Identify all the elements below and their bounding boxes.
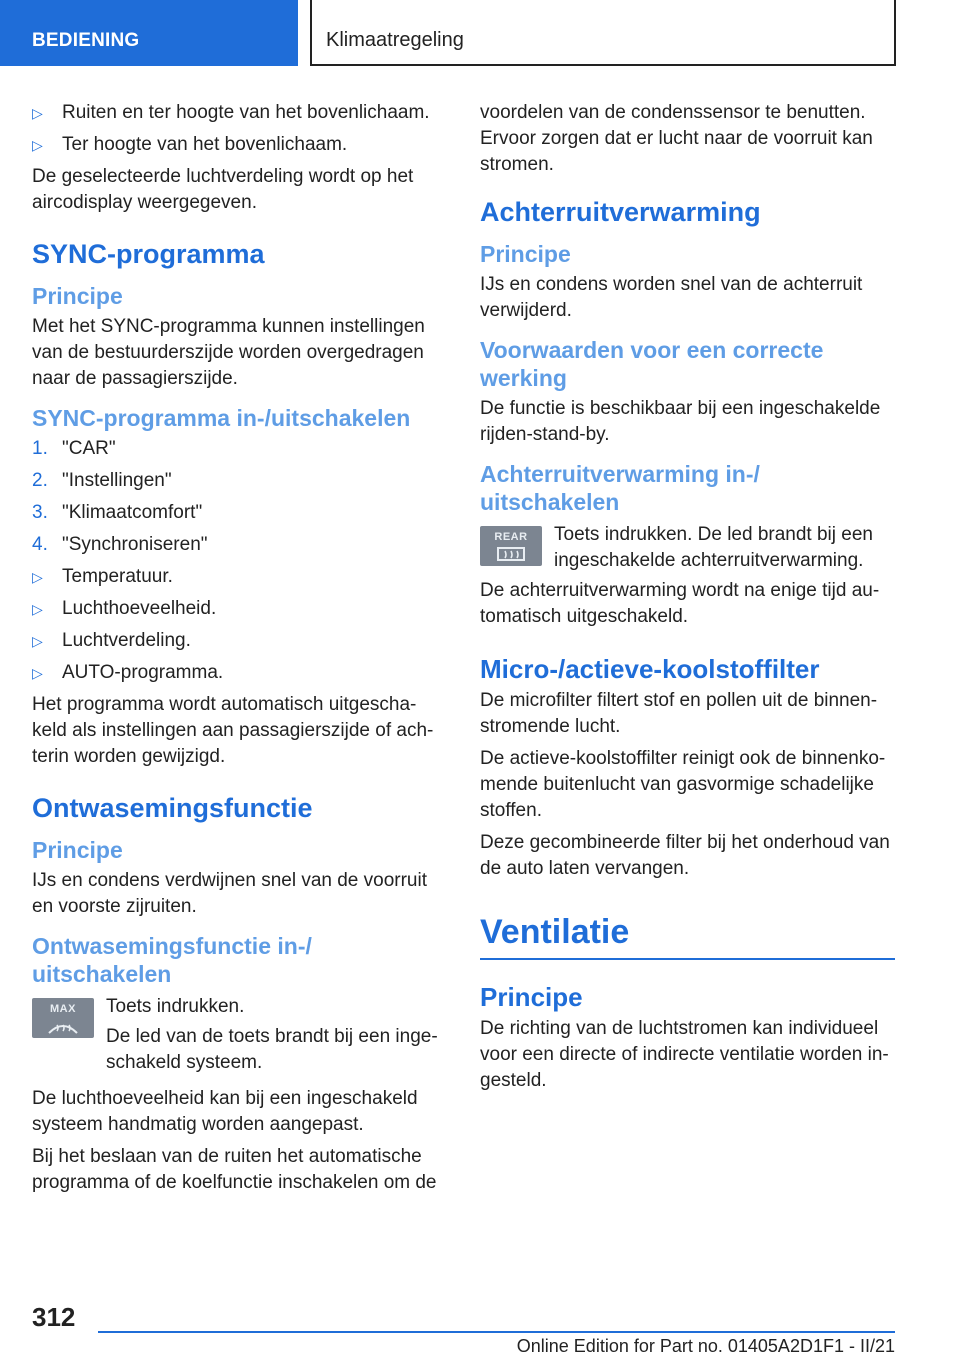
section-label: BEDIENING (0, 0, 298, 66)
list-item: ▷ Temperatuur. (32, 564, 447, 590)
list-item: ▷ Luchtverdeling. (32, 628, 447, 654)
step-item: 2. "Instellingen" (32, 470, 172, 491)
rear-defrost-icon: REAR (480, 526, 542, 566)
subheading-rear-cond: Voorwaarden voor een correcte werking (480, 337, 824, 391)
paragraph: De luchthoeveelheid kan bij een ingeschakeld systeem handmatig worden aangepast. (32, 1088, 418, 1135)
paragraph: De richting van de luchtstromen kan individueel voor een directe of indirecte ventilatie worden in-gesteld. (480, 1018, 889, 1091)
chapter-title: Klimaatregeling (310, 0, 896, 66)
subheading-sync-switch: SYNC-programma in-/uitschakelen (32, 405, 411, 431)
paragraph: Deze gecombineerde filter bij het onderhoud van de auto laten vervangen. (480, 832, 890, 879)
paragraph: Toets indrukken. De led brandt bij een ingeschakelde achterruitverwarming. (554, 524, 873, 571)
footer-divider (98, 1331, 895, 1333)
heading-rear: Achterruitverwarming (480, 197, 761, 227)
max-defrost-icon: MAX (32, 998, 94, 1038)
edition-text: Online Edition for Part no. 01405A2D1F1 - II/21 (516, 1336, 895, 1356)
paragraph: De actieve-koolstoffilter reinigt ook de binnenko-mende buitenlucht van gasvormige schadelijke stoffen. (480, 748, 886, 821)
step-item: 3. "Klimaatcomfort" (32, 502, 203, 523)
heading-sync: SYNC-programma (32, 239, 265, 269)
paragraph: De functie is beschikbaar bij een ingeschakelde rijden-stand-by. (480, 398, 881, 445)
subheading-defog-switch: Ontwasemingsfunctie in-/ uitschakelen (32, 933, 312, 987)
list-item: ▷ Ruiten en ter hoogte van het bovenlichaam. (32, 100, 447, 126)
paragraph: Het programma wordt automatisch uitgescha-keld als instellingen aan passagierszijde of ach-terin worden gewijzigd. (32, 694, 434, 767)
triangle-bullet-icon: ▷ (32, 601, 43, 617)
right-column (480, 100, 895, 1100)
triangle-bullet-icon: ▷ (32, 633, 43, 649)
page-header (0, 0, 960, 66)
subheading-principe: Principe (480, 982, 583, 1012)
paragraph: De led van de toets brandt bij een inge-schakeld systeem. (106, 1026, 438, 1073)
page-number: 312 (32, 1302, 76, 1332)
paragraph: De achterruitverwarming wordt na enige tijd au-tomatisch uitgeschakeld. (480, 580, 880, 627)
rear-defrost-button-row (480, 522, 895, 574)
list-item: ▷ Ter hoogte van het bovenlichaam. (32, 132, 447, 158)
paragraph: voordelen van de condenssensor te benutten. Ervoor zorgen dat er lucht naar de voorruit kan stromen. (480, 102, 873, 175)
paragraph: De geselecteerde luchtverdeling wordt op het aircodisplay weergegeven. (32, 166, 414, 213)
subheading-principe: Principe (32, 837, 123, 863)
step-item: 1. "CAR" (32, 438, 116, 459)
step-item: 4. "Synchroniseren" (32, 534, 208, 555)
paragraph: Bij het beslaan van de ruiten het automatische programma of de koelfunctie inschakelen om de (32, 1146, 437, 1193)
paragraph: De microfilter filtert stof en pollen uit de binnen-stromende lucht. (480, 690, 878, 737)
list-item: ▷ AUTO-programma. (32, 660, 447, 686)
triangle-bullet-icon: ▷ (32, 105, 43, 121)
heading-ventilatie: Ventilatie (480, 912, 895, 960)
paragraph: IJs en condens verdwijnen snel van de voorruit en voorste zijruiten. (32, 870, 428, 917)
subheading-principe: Principe (32, 283, 123, 309)
paragraph: IJs en condens worden snel van de achterruit verwijderd. (480, 274, 863, 321)
subheading-rear-switch: Achterruitverwarming in-/ uitschakelen (480, 461, 760, 515)
triangle-bullet-icon: ▷ (32, 137, 43, 153)
paragraph: Met het SYNC-programma kunnen instellingen van de bestuurderszijde worden overgedragen naar de passagierszijde. (32, 316, 425, 389)
subheading-principe: Principe (480, 241, 571, 267)
heading-defog: Ontwasemingsfunctie (32, 793, 313, 823)
paragraph: Toets indrukken. (106, 996, 245, 1017)
left-column (32, 100, 447, 1202)
triangle-bullet-icon: ▷ (32, 569, 43, 585)
heading-filter: Micro-/actieve-koolstoffilter (480, 654, 820, 684)
list-item: ▷ Luchthoeveelheid. (32, 596, 447, 622)
triangle-bullet-icon: ▷ (32, 665, 43, 681)
max-defrost-button-row (32, 994, 447, 1076)
